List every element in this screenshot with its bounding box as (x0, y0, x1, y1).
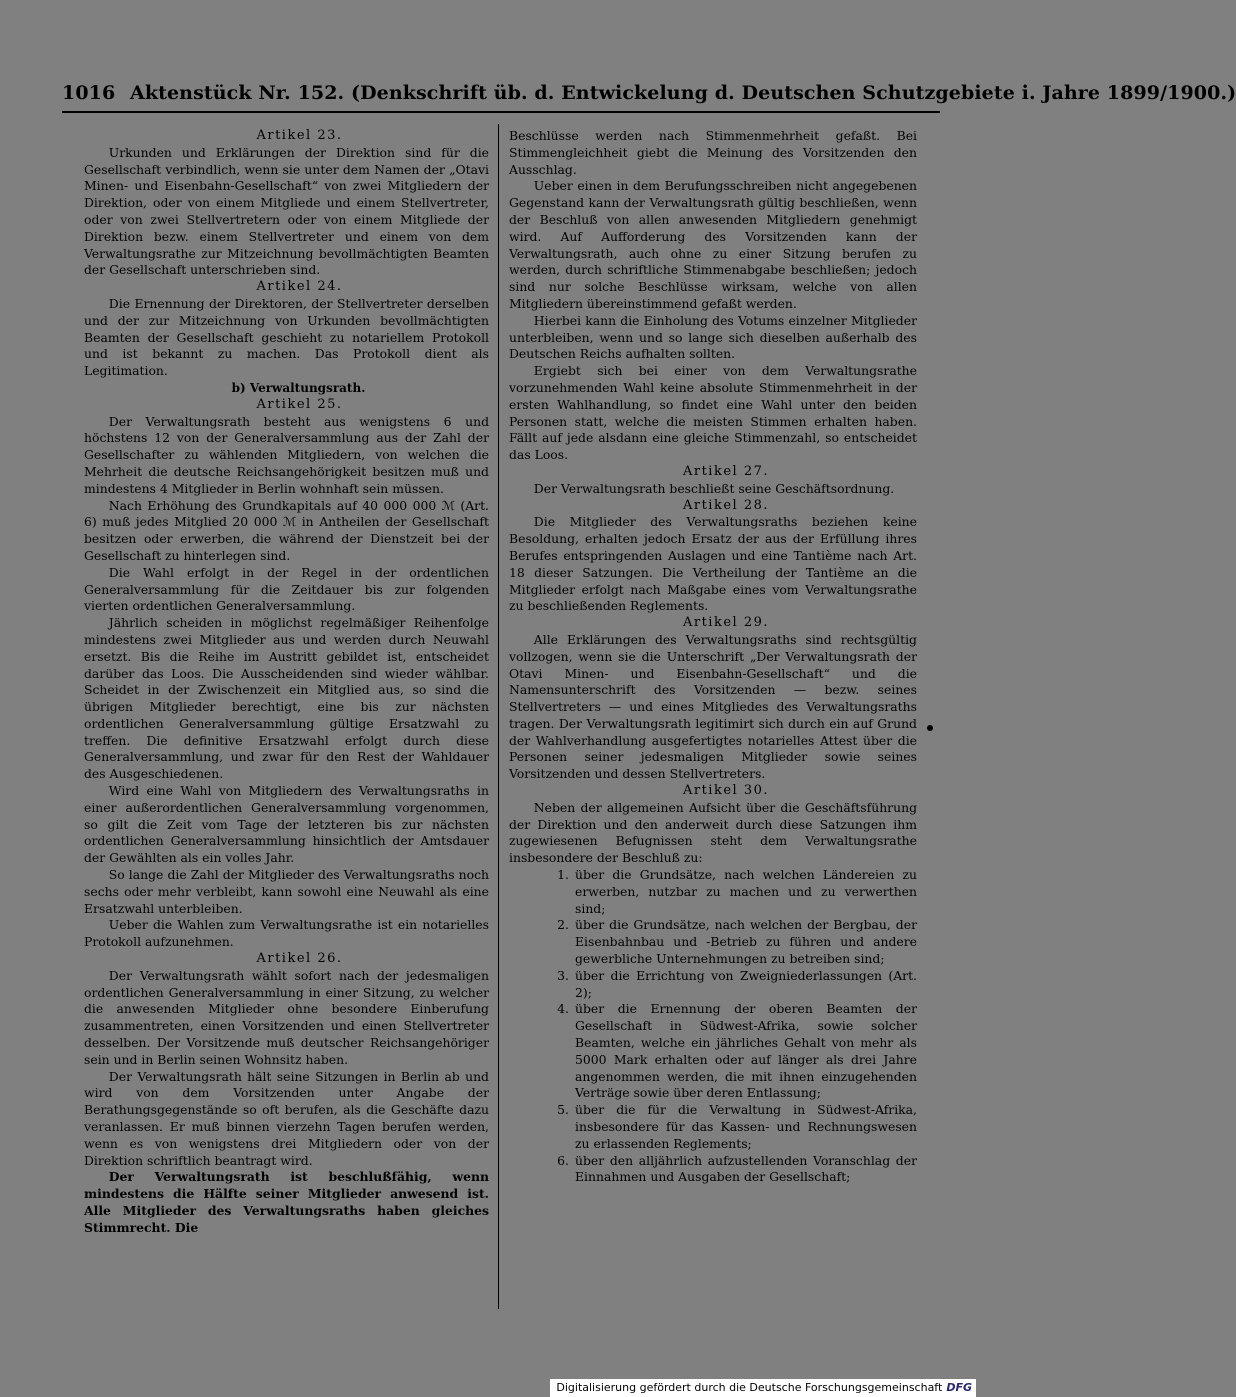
article-28-heading: Artikel 28. (682, 497, 770, 513)
list-item: 1. über die Grundsätze, nach welchen Ländereien zu erwerben, nutzbar zu machen und zu verwerthen sind; (557, 867, 917, 916)
article-30-paragraph: Neben der allgemeinen Aufsicht über die Geschäftsführung der Direktion und den anderweit durch diese Satzungen ihm zugewiesenen Befugnissen steht dem Verwaltungsrathe insbesondere der Beschluß zu: (509, 799, 917, 866)
article-30-heading: Artikel 30. (682, 783, 770, 799)
footer-banner (550, 1379, 976, 1397)
article-24-paragraph: Die Ernennung der Direktoren, der Stellvertreter derselben und der zur Mitzeichnung von Urkunden bevollmächtigten Beamten der Gesellschaft geschieht zu notariellem Protokoll und ist bekannt zu machen. Das Protokoll dient als Legitimation. (84, 295, 489, 379)
article-25-paragraph: Wird eine Wahl von Mitgliedern des Verwaltungsraths in einer außerordentlichen Generalversammlung vorgenommen, so gilt die Zeit vom Tage der letzteren bis zur nächsten ordentlichen Generalversammlung hinsichtlich der Amtsdauer der Gewählten als ein volles Jahr. (84, 783, 489, 866)
list-item: 2. über die Grundsätze, nach welchen der Bergbau, der Eisenbahnbau und -Betrieb zu führen und andere gewerbliche Unternehmungen zu betreiben sind; (557, 917, 917, 967)
article-25-paragraph: So lange die Zahl der Mitglieder des Verwaltungsraths noch sechs oder mehr verbleibt, kann sowohl eine Neuwahl als eine Ersatzwahl unterbleiben. (84, 867, 489, 916)
article-23-paragraph: Urkunden und Erklärungen der Direktion sind für die Gesellschaft verbindlich, wenn sie unter dem Namen der „Otavi Minen- und Eisenbahn-Gesellschaft“ von zwei Mitgliedern der Direktion, oder von einem Mitgliede und einem Stellvertreter, oder von zwei Stellvertretern oder von einem Mitgliede der Direktion bezw. einem Stellvertreter und einem von dem Verwaltungsrathe zur Mitzeichnung bevollmächtigten Beamten der Gesellschaft unterschrieben sind. (84, 144, 489, 278)
list-item: 4. über die Ernennung der oberen Beamten der Gesellschaft in Südwest-Afrika, sowie solcher Beamten, welche ein jährliches Gehalt von mehr als 5000 Mark erhalten oder auf länger als drei Jahre angenommen werden, die mit ihnen einzugehenden Verträge sowie über deren Entlassung; (557, 1001, 917, 1101)
paragraph: Ueber einen in dem Berufungsschreiben nicht angegebenen Gegenstand kann der Verwaltungsrath gültig beschließen, wenn der Beschluß von allen anwesenden Mitgliedern genehmigt wird. Auf Aufforderung des Vorsitzenden kann der Verwaltungsrath, auch ohne zu einer Sitzung berufen zu werden, durch schriftliche Stimmenabgabe beschließen; jedoch sind nur solche Beschlüsse wirksam, welche von allen Mitgliedern übereinstimmend gefaßt werden. (509, 178, 917, 311)
article-28-paragraph: Die Mitglieder des Verwaltungsraths beziehen keine Besoldung, erhalten jedoch Ersatz der aus der Erfüllung ihres Berufes entspringenden Auslagen und eine Tantième nach Art. 18 dieser Satzungen. Die Vertheilung der Tantième an die Mitglieder erfolgt nach Maßgabe eines vom Verwaltungsrathe zu beschließenden Reglements. (509, 514, 917, 614)
article-25-paragraph: Ueber die Wahlen zum Verwaltungsrathe ist ein notarielles Protokoll aufzunehmen. (84, 917, 489, 950)
margin-dot (927, 725, 933, 731)
page-number: 1016 (62, 82, 116, 104)
article-26-paragraph: Der Verwaltungsrath hält seine Sitzungen in Berlin ab und wird von dem Vorsitzenden unter Angabe der Berathungsgegenstände so oft berufen, als die Geschäfte dazu veranlassen. Er muß binnen vierzehn Tagen berufen werden, wenn es von wenigstens drei Mitgliedern oder von der Direktion schriftlich beantragt wird. (84, 1068, 489, 1168)
article-27-heading: Artikel 27. (682, 463, 770, 479)
article-30-list (509, 867, 917, 1186)
paragraph: Ergiebt sich bei einer von dem Verwaltungsrathe vorzunehmenden Wahl keine absolute Stimmenmehrheit in der ersten Wahlhandlung, so findet eine Wahl unter den beiden Personen statt, welche die meisten Stimmen erhalten haben. Fällt auf jede alsdann eine gleiche Stimmenzahl, so entscheidet das Loos. (509, 363, 917, 463)
article-26-paragraph: Der Verwaltungsrath ist beschlußfähig, wenn mindestens die Hälfte seiner Mitglieder anwesend ist. Alle Mitglieder des Verwaltungsraths haben gleiches Stimmrecht. Die (84, 1169, 489, 1235)
page-header (62, 82, 1236, 104)
article-27-paragraph: Der Verwaltungsrath beschließt seine Geschäftsordnung. (533, 480, 895, 496)
left-column (84, 128, 489, 1237)
section-b-heading: b) Verwaltungsrath. (231, 380, 366, 395)
article-29-paragraph: Alle Erklärungen des Verwaltungsraths sind rechtsgültig vollzogen, wenn sie die Unterschrift „Der Verwaltungsrath der Otavi Minen- und Eisenbahn-Gesellschaft“ und die Namensunterschrift des Vorsitzenden — bezw. seines Stellvertreters — und eines Mitgliedes des Verwaltungsraths tragen. Der Verwaltungsrath legitimirt sich durch ein auf Grund der Wahlverhandlung ausgefertigtes notarielles Attest über die Personen seiner jedesmaligen Mitglieder sowie seines Vorsitzenden und dessen Stellvertreters. (509, 631, 917, 782)
list-item: 3. über die Errichtung von Zweigniederlassungen (Art. 2); (557, 967, 917, 1000)
header-rule (62, 111, 940, 113)
article-25-paragraph: Nach Erhöhung des Grundkapitals auf 40 000 000 ℳ (Art. 6) muß jedes Mitglied 20 000 ℳ in Antheilen der Gesellschaft besitzen oder erwerben, die während der Dienstzeit bei der Gesellschaft zu hinterlegen sind. (84, 497, 489, 563)
paragraph: Hierbei kann die Einholung des Votums einzelner Mitglieder unterbleiben, wenn und so lange sich dieselben außerhalb des Deutschen Reichs aufhalten sollten. (509, 312, 917, 362)
article-29-heading: Artikel 29. (682, 615, 770, 631)
dfg-logo: DFG (946, 1381, 972, 1394)
list-item: 5. über die für die Verwaltung in Südwest-Afrika, insbesondere für das Kassen- und Rechnungswesen zu erlassenden Reglements; (557, 1102, 917, 1151)
continued-paragraph: Beschlüsse werden nach Stimmenmehrheit gefaßt. Bei Stimmengleichheit giebt die Meinung des Vorsitzenden den Ausschlag. (509, 128, 917, 177)
article-23-heading: Artikel 23. (256, 128, 343, 143)
column-divider (498, 124, 499, 1309)
article-25-paragraph: Der Verwaltungsrath besteht aus wenigstens 6 und höchstens 12 von der Generalversammlung aus der Zahl der Gesellschafter zu wählenden Mitgliedern, von welchen die Mehrheit die deutsche Reichsangehörigkeit besitzen muß und mindestens 4 Mitglieder in Berlin wohnhaft sein müssen. (84, 413, 489, 496)
list-item: 6. über den alljährlich aufzustellenden Voranschlag der Einnahmen und Ausgaben der Gesellschaft; (557, 1152, 917, 1185)
article-25-paragraph: Jährlich scheiden in möglichst regelmäßiger Reihenfolge mindestens zwei Mitglieder aus und werden durch Neuwahl ersetzt. Bis die Reihe im Austritt gebildet ist, entscheidet darüber das Loos. Die Ausscheidenden sind wieder wählbar. Scheidet in der Zwischenzeit ein Mitglied aus, so sind die übrigen Mitglieder berechtigt, eine bis zur nächsten ordentlichen Generalversammlung gültige Ersatzwahl zu treffen. Die definitive Ersatzwahl erfolgt durch diese Generalversammlung, und zwar für den Rest der Wahldauer des Ausgeschiedenen. (84, 615, 489, 782)
page-title: Aktenstück Nr. 152. (Denkschrift üb. d. Entwickelung d. Deutschen Schutzgebiete i. Jahre 1899/1900.) (130, 82, 1236, 104)
footer-text: Digitalisierung gefördert durch die Deutsche Forschungsgemeinschaft (556, 1381, 943, 1394)
article-24-heading: Artikel 24. (256, 279, 343, 295)
right-column (509, 128, 917, 1186)
article-26-heading: Artikel 26. (256, 951, 343, 967)
article-26-paragraph: Der Verwaltungsrath wählt sofort nach der jedesmaligen ordentlichen Generalversammlung in einer Sitzung, zu welcher die anwesenden Mitglieder ohne besondere Einberufung zusammentreten, einen Vorsitzenden und einen Stellvertreter desselben. Der Vorsitzende muß deutscher Reichsangehöriger sein und in Berlin seinen Wohnsitz haben. (84, 967, 489, 1067)
article-25-paragraph: Die Wahl erfolgt in der Regel in der ordentlichen Generalversammlung für die Zeitdauer bis zur folgenden vierten ordentlichen Generalversammlung. (84, 564, 489, 614)
article-25-heading: Artikel 25. (256, 396, 343, 412)
